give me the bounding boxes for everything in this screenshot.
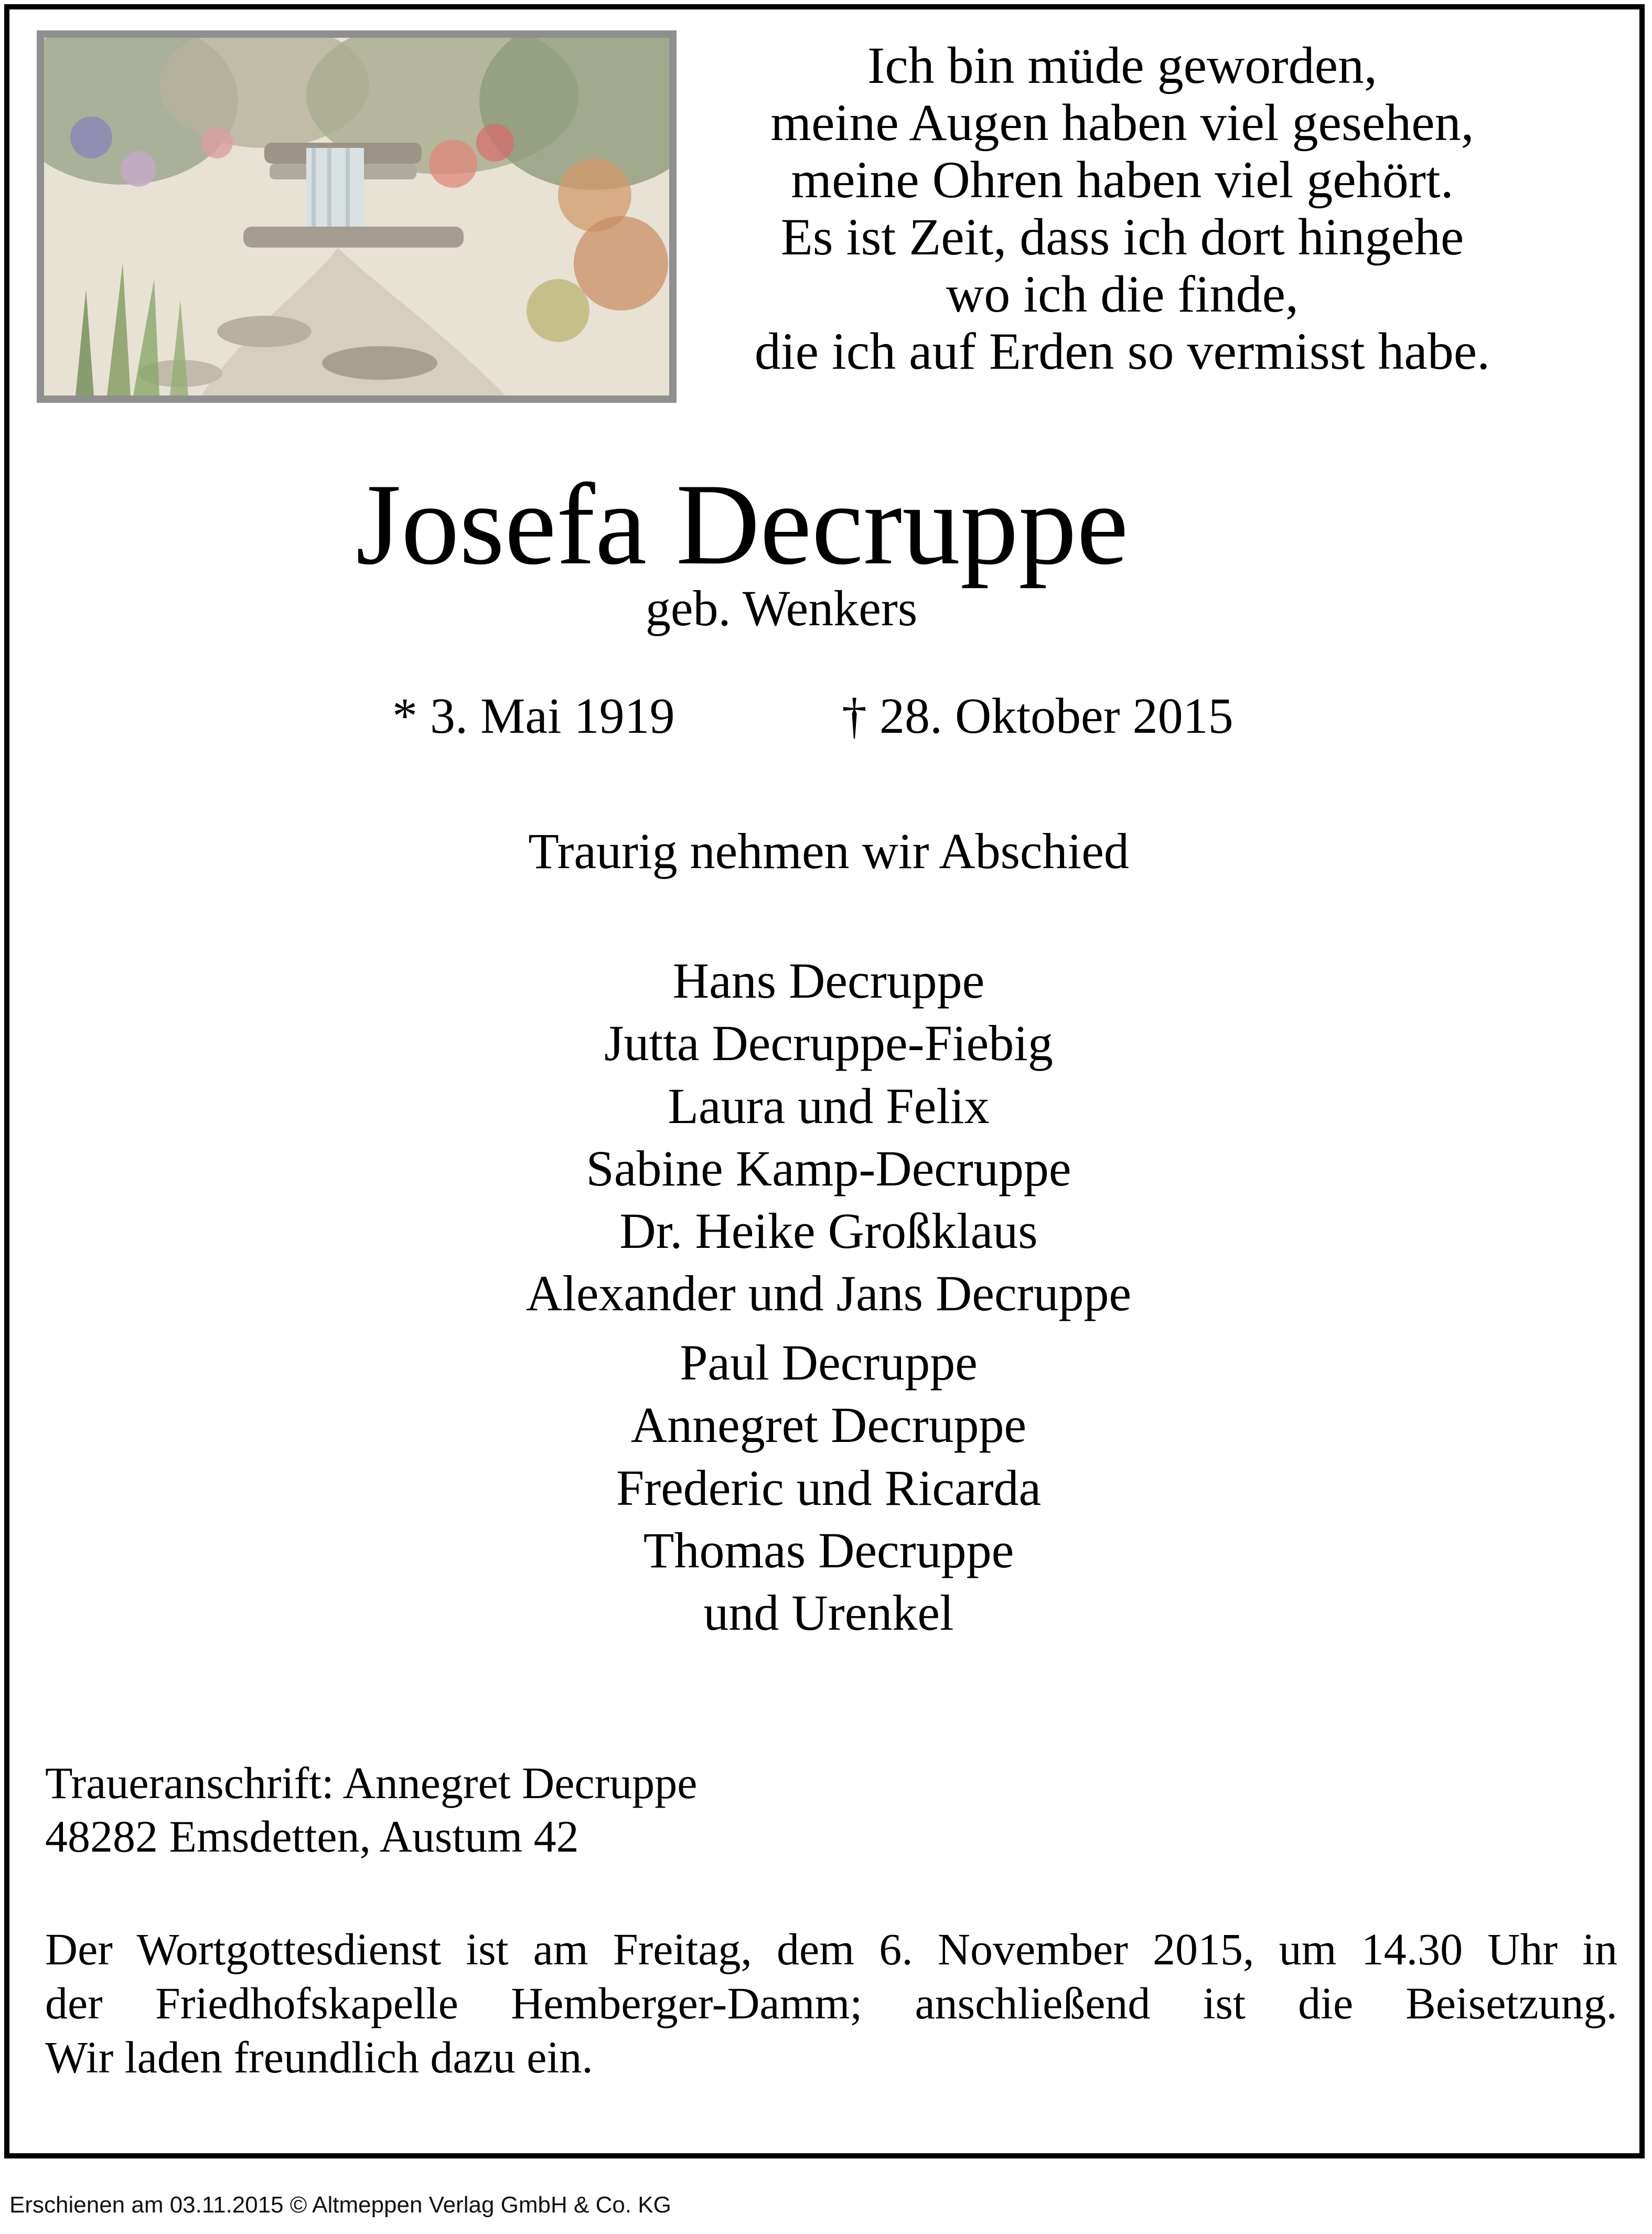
death-date: † 28. Oktober 2015 (842, 688, 1233, 744)
garden-waterfall-photo (37, 30, 677, 403)
mourner-name: Frederic und Ricarda (616, 1459, 1042, 1516)
mourner-name: und Urenkel (703, 1585, 954, 1641)
publication-footer: Erschienen am 03.11.2015 © Altmeppen Verlag GmbH & Co. KG (9, 2192, 671, 2218)
mourner-name: Alexander und Jans Decruppe (525, 1265, 1132, 1322)
service-line: Der Wortgottesdienst ist am Freitag, dem 6. November 2015, um 14.30 Uhr in (45, 1924, 1617, 1974)
poem-line: meine Ohren haben viel gehört. (791, 151, 1454, 209)
mourning-address (45, 1756, 697, 1863)
mourner-name: Hans Decruppe (672, 953, 985, 1009)
mourner-name: Laura und Felix (668, 1077, 990, 1134)
mourners-list-family-2 (409, 1331, 1248, 1644)
mourner-name: Dr. Heike Großklaus (619, 1203, 1038, 1259)
mourner-name: Jutta Decruppe-Fiebig (604, 1015, 1053, 1072)
service-line: der Friedhofskapelle Hemberger-Damm; anschließend ist die Beisetzung. (45, 1978, 1617, 2028)
service-announcement (45, 1922, 1617, 2085)
service-line: Wir laden freundlich dazu ein. (45, 2032, 593, 2082)
mourner-name: Paul Decruppe (680, 1334, 978, 1391)
poem-line: meine Augen haben viel gesehen, (770, 93, 1474, 152)
mourners-list-family (409, 949, 1248, 1325)
maiden-name: geb. Wenkers (645, 580, 918, 636)
address-line: Traueranschrift: Annegret Decruppe (45, 1758, 698, 1808)
poem-line: die ich auf Erden so vermisst habe. (754, 322, 1490, 380)
garden-photo-illustration (44, 38, 669, 396)
address-line: 48282 Emsdetten, Austum 42 (45, 1811, 579, 1862)
mourner-name: Sabine Kamp-Decruppe (586, 1140, 1071, 1196)
poem-line: Es ist Zeit, dass ich dort hingehe (780, 208, 1464, 266)
poem-line: Ich bin müde geworden, (867, 36, 1377, 94)
memorial-poem (698, 37, 1547, 380)
mourner-name: Thomas Decruppe (643, 1522, 1014, 1578)
farewell-intro: Traurig nehmen wir Abschied (528, 823, 1129, 879)
deceased-name: Josefa Decruppe (356, 460, 1129, 589)
mourner-name: Annegret Decruppe (630, 1397, 1027, 1453)
poem-line: wo ich die finde, (946, 265, 1299, 323)
birth-date: * 3. Mai 1919 (392, 688, 675, 744)
